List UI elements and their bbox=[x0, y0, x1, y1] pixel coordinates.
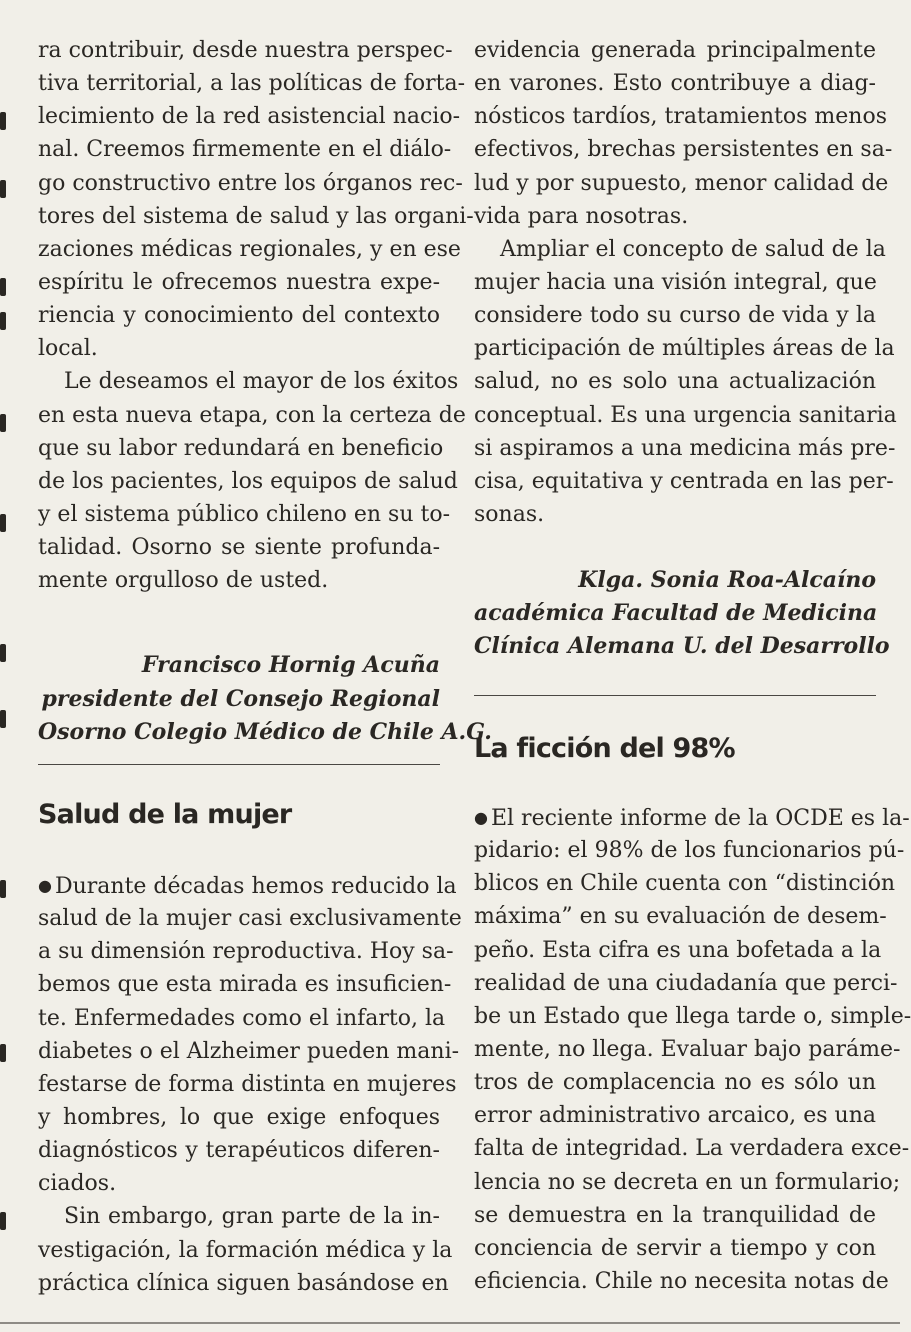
text-line: efectivos, brechas persistentes en sa- bbox=[474, 137, 893, 163]
text-line: talidad. Osorno se siente profunda- bbox=[38, 535, 440, 561]
text-line: a su dimensión reproductiva. Hoy sa- bbox=[38, 939, 454, 965]
text-line: be un Estado que llega tarde o, simple- bbox=[474, 1003, 911, 1029]
text-line: conceptual. Es una urgencia sanitaria bbox=[474, 402, 897, 428]
text-line: y hombres, lo que exige enfoques bbox=[38, 1104, 440, 1130]
text-line: vida para nosotras. bbox=[474, 203, 689, 229]
text-line: lencia no se decreta en un formulario; bbox=[474, 1169, 901, 1195]
text-line: riencia y conocimiento del contexto bbox=[38, 303, 440, 329]
text-line: en varones. Esto contribuye a diag- bbox=[474, 71, 876, 97]
text-line: pidario: el 98% de los funcionarios pú- bbox=[474, 838, 905, 864]
text-line: espíritu le ofrecemos nuestra expe- bbox=[38, 269, 440, 295]
text-line: de los pacientes, los equipos de salud bbox=[38, 468, 458, 494]
article-salud-mujer-paragraph3 bbox=[474, 233, 897, 531]
text-line: peño. Esta cifra es una bofetada a la bbox=[474, 937, 882, 963]
text-line: tiva territorial, a las políticas de forta- bbox=[38, 71, 466, 97]
margin-mark bbox=[0, 112, 6, 130]
text-line: que su labor redundará en beneficio bbox=[38, 435, 444, 461]
text-line: ra contribuir, desde nuestra perspec- bbox=[38, 38, 453, 63]
text-line: tros de complacencia no es sólo un bbox=[474, 1070, 876, 1096]
text-line: considere todo su curso de vida y la bbox=[474, 303, 876, 329]
text-line: diagnósticos y terapéuticos diferen- bbox=[38, 1138, 440, 1164]
text-line: Ampliar el concepto de salud de la bbox=[500, 236, 886, 262]
text-line: mente orgulloso de usted. bbox=[38, 568, 329, 594]
section-divider bbox=[474, 695, 876, 696]
article-signature bbox=[474, 564, 890, 663]
margin-mark bbox=[0, 312, 6, 330]
text-line: Sin embargo, gran parte de la in- bbox=[64, 1204, 440, 1230]
signature-title: académica Facultad de Medicina bbox=[474, 600, 878, 627]
text-line: vestigación, la formación médica y la bbox=[38, 1237, 453, 1263]
text-line: Le deseamos el mayor de los éxitos bbox=[64, 369, 459, 395]
margin-mark bbox=[0, 414, 6, 432]
text-line: mujer hacia una visión integral, que bbox=[474, 269, 877, 295]
letter-signature bbox=[38, 649, 492, 748]
text-line: lud y por supuesto, menor calidad de bbox=[474, 170, 889, 196]
text-line: práctica clínica siguen basándose en bbox=[38, 1270, 449, 1296]
margin-mark bbox=[0, 710, 6, 728]
article-salud-mujer bbox=[38, 798, 462, 1300]
text-line: y el sistema público chileno en su to- bbox=[38, 501, 451, 527]
text-line: sonas. bbox=[474, 501, 545, 527]
text-line: te. Enfermedades como el infarto, la bbox=[38, 1005, 446, 1031]
text-line: nal. Creemos firmemente en el diálo- bbox=[38, 137, 452, 163]
article-ficcion-98 bbox=[474, 732, 911, 1298]
text-line: mente, no llega. Evaluar bajo paráme- bbox=[474, 1036, 901, 1062]
left-column bbox=[38, 34, 492, 749]
signature-organization: Osorno Colegio Médico de Chile A.G. bbox=[38, 718, 492, 745]
text-line: ● Durante décadas hemos reducido la bbox=[38, 869, 440, 902]
text-line: blicos en Chile cuenta con “distinción bbox=[474, 871, 896, 897]
text-line: realidad de una ciudadanía que perci- bbox=[474, 970, 898, 996]
text-line: festarse de forma distinta en mujeres bbox=[38, 1071, 457, 1097]
text-line: tores del sistema de salud y las organi- bbox=[38, 203, 474, 229]
signature-name: Klga. Sonia Roa-Alcaíno bbox=[578, 567, 876, 594]
article-salud-mujer-continuation bbox=[474, 34, 893, 233]
text-line: evidencia generada principalmente bbox=[474, 38, 876, 63]
letter-closing-paragraph bbox=[38, 365, 466, 597]
margin-mark bbox=[0, 880, 6, 898]
text-line: salud, no es solo una actualización bbox=[474, 369, 876, 395]
text-line: falta de integridad. La verdadera exce- bbox=[474, 1136, 910, 1162]
text-line: zaciones médicas regionales, y en ese bbox=[38, 236, 461, 262]
text-line: eficiencia. Chile no necesita notas de bbox=[474, 1268, 889, 1294]
right-column bbox=[474, 34, 897, 664]
text-line: cisa, equitativa y centrada en las per- bbox=[474, 468, 894, 494]
margin-mark bbox=[0, 644, 6, 662]
signature-name: Francisco Hornig Acuña bbox=[141, 652, 440, 679]
margin-column-marks bbox=[0, 0, 12, 1332]
text-line: se demuestra en la tranquilidad de bbox=[474, 1202, 876, 1228]
article-title: Salud de la mujer bbox=[38, 799, 292, 830]
margin-mark bbox=[0, 1044, 6, 1062]
margin-mark bbox=[0, 1212, 6, 1230]
text-line: bemos que esta mirada es insuficien- bbox=[38, 972, 452, 998]
signature-organization: Clínica Alemana U. del Desarrollo bbox=[474, 633, 890, 660]
text-line: lecimiento de la red asistencial nacio- bbox=[38, 104, 461, 130]
section-divider bbox=[38, 764, 440, 765]
page-bottom-rule bbox=[0, 1322, 900, 1324]
margin-mark bbox=[0, 514, 6, 532]
text-line: salud de la mujer casi exclusivamente bbox=[38, 906, 462, 932]
text-line: nósticos tardíos, tratamientos menos bbox=[474, 104, 888, 130]
text-line: go constructivo entre los órganos rec- bbox=[38, 170, 463, 196]
text-line: error administrativo arcaico, es una bbox=[474, 1103, 876, 1129]
signature-title: presidente del Consejo Regional bbox=[41, 685, 440, 712]
text-line: en esta nueva etapa, con la certeza de bbox=[38, 402, 466, 428]
letter-continuation bbox=[38, 34, 474, 365]
text-line: máxima” en su evaluación de desem- bbox=[474, 904, 887, 930]
text-line: si aspiramos a una medicina más pre- bbox=[474, 435, 896, 461]
margin-mark bbox=[0, 180, 6, 198]
text-line: ● El reciente informe de la OCDE es la- bbox=[474, 801, 876, 834]
article-title: La ficción del 98% bbox=[474, 733, 735, 764]
text-line: participación de múltiples áreas de la bbox=[474, 336, 895, 362]
text-line: ciados. bbox=[38, 1171, 117, 1197]
text-line: local. bbox=[38, 336, 98, 362]
text-line: diabetes o el Alzheimer pueden mani- bbox=[38, 1038, 460, 1064]
margin-mark bbox=[0, 278, 6, 296]
text-line: conciencia de servir a tiempo y con bbox=[474, 1235, 876, 1261]
